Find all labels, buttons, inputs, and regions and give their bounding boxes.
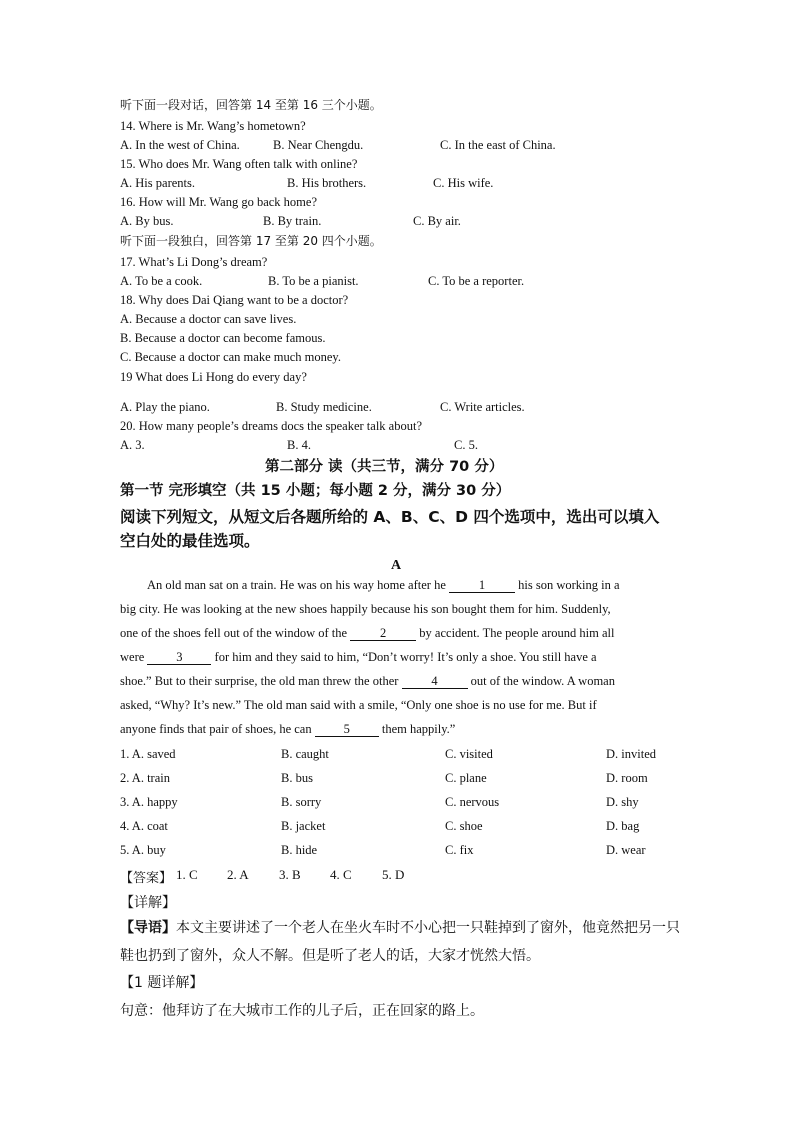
option-d: D. wear	[606, 843, 646, 857]
detail-label: 【详解】	[120, 895, 176, 911]
option-a: A. In the west of China.	[120, 138, 240, 152]
answer-label: 【答案】	[120, 871, 173, 886]
option-c: C. fix	[445, 843, 474, 857]
reading-instruction-line-1: 阅读下列短文，从短文后各题所给的 A、B、C、D 四个选项中，选出可以填入	[120, 508, 660, 526]
passage-text: his son working in a	[515, 578, 620, 592]
passage-text: them happily.”	[378, 722, 456, 736]
part-2-title: 第二部分 读（共三节，满分 70 分）	[265, 459, 504, 475]
option-d: D. bag	[606, 819, 640, 833]
question-18: 18. Why does Dai Qiang want to be a doctor?	[120, 293, 349, 307]
passage-label: A	[391, 558, 402, 573]
option-a: A. 3.	[120, 438, 145, 452]
option-a: A. His parents.	[120, 176, 195, 190]
passage-line	[147, 578, 620, 593]
question-16: 16. How will Mr. Wang go back home?	[120, 195, 317, 209]
question-1-detail-label: 【1 题详解】	[120, 975, 204, 991]
section-1-title: 第一节 完形填空（共 15 小题；每小题 2 分，满分 30 分）	[120, 483, 511, 499]
answer-item: 1. C	[176, 867, 198, 882]
blank-5: 5	[315, 722, 379, 737]
passage-line	[120, 650, 597, 665]
option-b: B. hide	[281, 843, 318, 857]
answer-item: 3. B	[279, 867, 301, 882]
option-b: B. caught	[281, 747, 329, 761]
option-a: 5. A. buy	[120, 843, 166, 857]
question-17: 17. What’s Li Dong’s dream?	[120, 255, 268, 269]
option-b: B. sorry	[281, 795, 322, 809]
question-1-detail-text: 句意：他拜访了在大城市工作的儿子后，正在回家的路上。	[120, 1003, 484, 1019]
option-c: C. By air.	[413, 214, 461, 228]
passage-text: for him and they said to him, “Don’t worry! It’s only a shoe. You still have a	[211, 650, 597, 664]
blank-2: 2	[350, 626, 416, 641]
option-d: D. shy	[606, 795, 639, 809]
passage-text: shoe.” But to their surprise, the old man threw the other	[120, 674, 402, 688]
blank-4: 4	[402, 674, 468, 689]
passage-line: big city. He was looking at the new shoes happily because his son bought them for him. Suddenly,	[120, 602, 611, 616]
option-c: C. visited	[445, 747, 493, 761]
option-b: B. jacket	[281, 819, 326, 833]
option-b: B. Near Chengdu.	[273, 138, 364, 152]
passage-text: An old man sat on a train. He was on his way home after he	[147, 578, 450, 592]
option-c: C. In the east of China.	[440, 138, 556, 152]
passage-line	[120, 674, 615, 689]
guide-line-2: 鞋也扔到了窗外，众人不解。但是听了老人的话，大家才恍然大悟。	[120, 948, 540, 964]
guide-line-1	[120, 918, 680, 938]
option-c: C. Write articles.	[440, 400, 525, 414]
option-a: 2. A. train	[120, 771, 170, 785]
listening-instruction-1: 听下面一段对话，回答第 14 至第 16 三个小题。	[120, 98, 382, 112]
option-a: 4. A. coat	[120, 819, 168, 833]
option-b: B. Study medicine.	[276, 400, 372, 414]
option-c: C. shoe	[445, 819, 483, 833]
option-c: C. nervous	[445, 795, 500, 809]
option-b: B. By train.	[263, 214, 322, 228]
answer-item: 2. A	[227, 867, 249, 882]
passage-line	[120, 722, 455, 737]
option-c: C. 5.	[454, 438, 478, 452]
blank-3: 3	[147, 650, 211, 665]
guide-text: 本文主要讲述了一个老人在坐火车时不小心把一只鞋掉到了窗外，他竟然把另一只	[176, 920, 680, 936]
passage-text: anyone finds that pair of shoes, he can	[120, 722, 315, 736]
guide-label: 【导语】	[120, 920, 176, 936]
option-a: A. To be a cook.	[120, 274, 203, 288]
option-b: B. His brothers.	[287, 176, 367, 190]
passage-text: one of the shoes fell out of the window of the	[120, 626, 351, 640]
question-18-option-a: A. Because a doctor can save lives.	[120, 312, 297, 326]
option-c: C. plane	[445, 771, 487, 785]
question-19: 19 What does Li Hong do every day?	[120, 370, 307, 384]
listening-instruction-2: 听下面一段独白，回答第 17 至第 20 四个小题。	[120, 234, 382, 248]
option-b: B. 4.	[287, 438, 311, 452]
option-c: C. To be a reporter.	[428, 274, 525, 288]
question-15: 15. Who does Mr. Wang often talk with online?	[120, 157, 358, 171]
passage-line	[120, 626, 615, 641]
question-20: 20. How many people’s dreams docs the speaker talk about?	[120, 419, 422, 433]
answer-item: 4. C	[330, 867, 352, 882]
passage-text: by accident. The people around him all	[416, 626, 615, 640]
question-18-option-c: C. Because a doctor can make much money.	[120, 350, 341, 364]
option-c: C. His wife.	[433, 176, 494, 190]
option-a: A. Play the piano.	[120, 400, 210, 414]
option-a: A. By bus.	[120, 214, 174, 228]
passage-text: were	[120, 650, 148, 664]
question-14: 14. Where is Mr. Wang’s hometown?	[120, 119, 306, 133]
option-b: B. bus	[281, 771, 313, 785]
option-a: 1. A. saved	[120, 747, 176, 761]
option-b: B. To be a pianist.	[268, 274, 359, 288]
blank-1: 1	[449, 578, 515, 593]
passage-line: asked, “Why? It’s new.” The old man said with a smile, “Only one shoe is no use for me. But if	[120, 698, 597, 712]
passage-text: out of the window. A woman	[467, 674, 615, 688]
answer-item: 5. D	[382, 867, 405, 882]
option-a: 3. A. happy	[120, 795, 178, 809]
question-18-option-b: B. Because a doctor can become famous.	[120, 331, 326, 345]
option-d: D. invited	[606, 747, 656, 761]
reading-instruction-line-2: 空白处的最佳选项。	[120, 532, 260, 550]
option-d: D. room	[606, 771, 648, 785]
